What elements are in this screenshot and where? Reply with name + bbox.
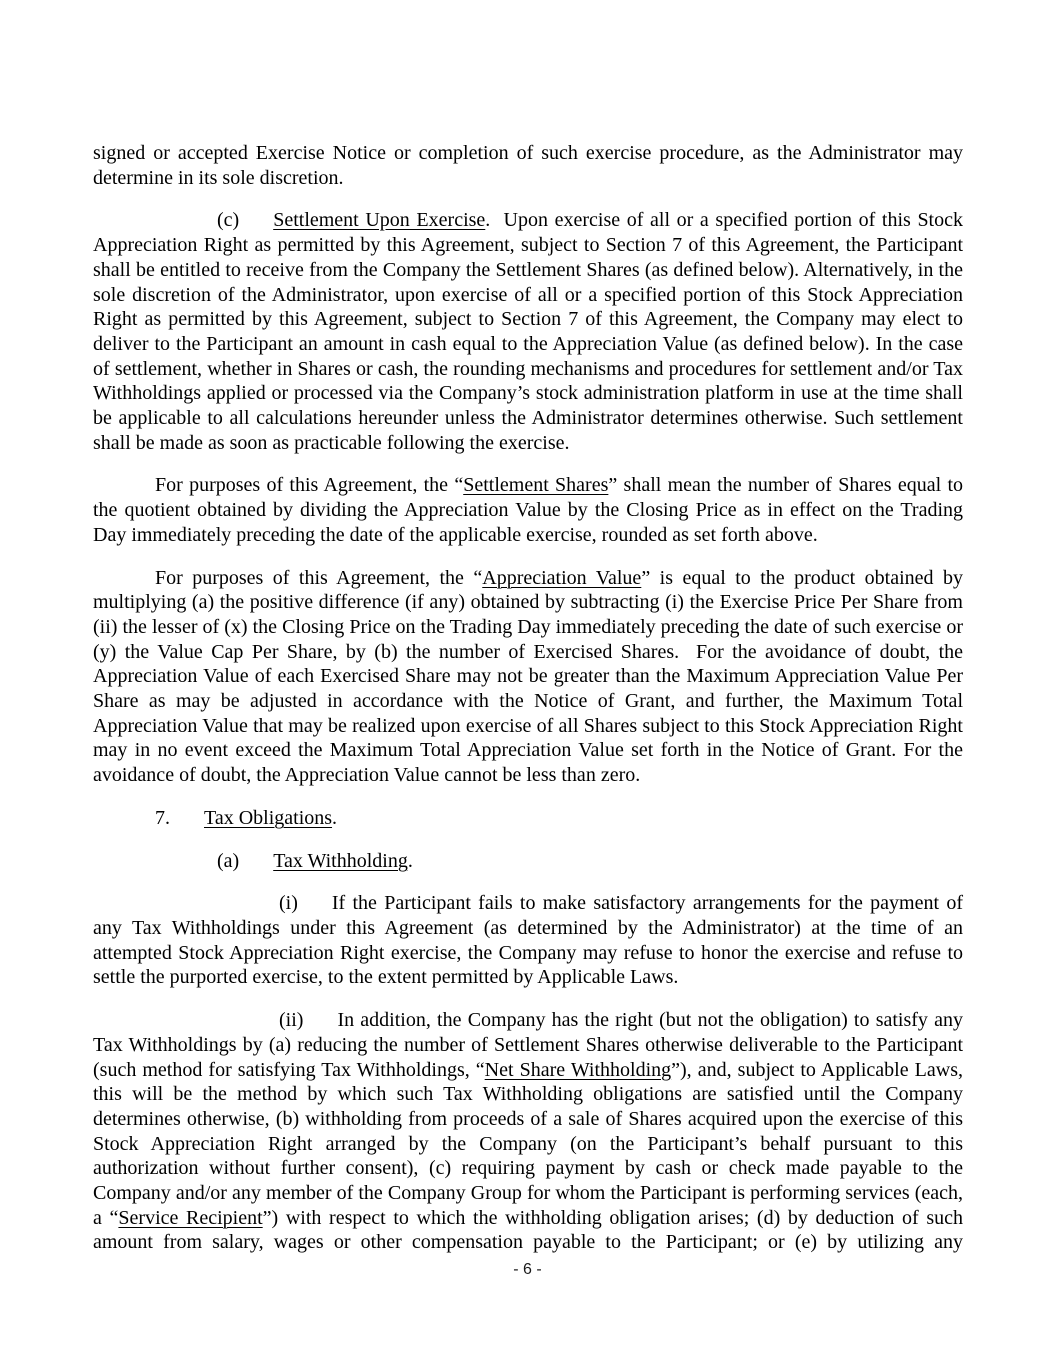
paragraph-settlement-upon-exercise	[93, 208, 963, 455]
text-run: (a)	[217, 849, 240, 872]
underlined-term: Tax Obligations	[204, 806, 333, 829]
paragraph-intro-continuation	[93, 141, 963, 190]
text-run: (ii)	[279, 1009, 304, 1032]
text-run: (i)	[279, 892, 298, 915]
heading-tax-obligations	[93, 806, 963, 831]
page-number: - 6 -	[513, 1261, 542, 1278]
text-run: .	[407, 849, 413, 872]
paragraph-settlement-shares-definition	[93, 473, 963, 547]
heading-tax-withholding	[93, 849, 963, 874]
text-run: .	[332, 806, 338, 829]
text-run: In addition, the Company has the right (but not the obligation) to satisfy any Tax Withholdings by (a) reducing the number of Settlement Shares otherwise deliverable to the Participant (such method for satisfying Tax Withholdings, “	[93, 1009, 963, 1081]
paragraph-tax-withholding-ii	[93, 1008, 963, 1255]
underlined-term: Appreciation Value	[482, 566, 642, 589]
text-run: For purposes of this Agreement, the “	[155, 474, 464, 497]
underlined-term: Tax Withholding	[273, 849, 408, 872]
paragraph-tax-withholding-i	[93, 891, 963, 990]
text-run: (c)	[217, 209, 240, 232]
underlined-term: Settlement Shares	[463, 474, 609, 497]
text-run: 7.	[155, 806, 170, 829]
text-run: . Upon exercise of all or a specified portion of this Stock Appreciation Right as permitted by this Agreement, subject to Section 7 of this Agreement, the Participant shall be entitled to receive from the Company the Settlement Shares (as defined below). Alternatively, in the sole discretion of the Administrator, upon exercise of all or a specified portion of this Stock Appreciation Right as permitted by this Agreement, subject to Section 7 of this Agreement, the Company may elect to deliver to the Participant an amount in cash equal to the Appreciation Value (as defined below). In the case of settlement, whether in Shares or cash, the rounding mechanisms and procedures for settlement and/or Tax Withholdings applied or processed via the Company’s stock administration platform in use at the time shall be applicable to all calculations hereunder unless the Administrator determines otherwise. Such settlement shall be made as soon as practicable following the exercise.	[93, 209, 963, 454]
text-run: ”), and, subject to Applicable Laws, this will be the method by which such Tax Withholding obligations are satisfied until the Company determines otherwise, (b) withholding from proceeds of a sale of Shares acquired upon the exercise of this Stock Appreciation Right arranged by the Company (on the Participant’s behalf pursuant to this authorization without further consent), (c) requiring payment by cash or check made payable to the Company and/or any member of the Company Group for whom the Participant is performing services (each, a “	[93, 1058, 963, 1229]
text-run: ” shall mean the number of Shares equal to the quotient obtained by dividing the Appreciation Value by the Closing Price as in effect on the Trading Day immediately preceding the date of the applicable exercise, rounded as set forth above.	[93, 474, 964, 546]
underlined-term: Settlement Upon Exercise	[273, 209, 486, 232]
underlined-term: Net Share Withholding	[484, 1058, 672, 1081]
text-run: If the Participant fails to make satisfactory arrangements for the payment of any Tax Withholdings under this Agreement (as determined by the Administrator) at the time of an attempted Stock Appreciation Right exercise, the Company may refuse to honor the exercise and refuse to settle the purported exercise, to the extent permitted by Applicable Laws.	[93, 892, 963, 989]
text-run: ”) with respect to which the withholding obligation arises; (d) by deduction of such amount from salary, wages or other compensation payable to the Participant; or (e) by utilizing any	[93, 1206, 963, 1254]
paragraph-appreciation-value-definition	[93, 566, 963, 788]
text-run: For purposes of this Agreement, the “	[155, 566, 483, 589]
underlined-term: Service Recipient	[118, 1206, 263, 1229]
text-run: ” is equal to the product obtained by multiplying (a) the positive difference (if any) obtained by subtracting (i) the Exercise Price Per Share from (ii) the lesser of (x) the Closing Price on the Trading Day immediately preceding the date of such exercise or (y) the Value Cap Per Share, by (b) the number of Exercised Shares. For the avoidance of doubt, the Appreciation Value of each Exercised Share may not be greater than the Maximum Appreciation Value Per Share as may be adjusted in accordance with the Notice of Grant, and further, the Maximum Total Appreciation Value that may be realized upon exercise of all Shares subject to this Stock Appreciation Right may in no event exceed the Maximum Total Appreciation Value set forth in the Notice of Grant. For the avoidance of doubt, the Appreciation Value cannot be less than zero.	[93, 566, 964, 787]
text-run: signed or accepted Exercise Notice or completion of such exercise procedure, as the Administrator may determine in its sole discretion.	[93, 142, 963, 189]
